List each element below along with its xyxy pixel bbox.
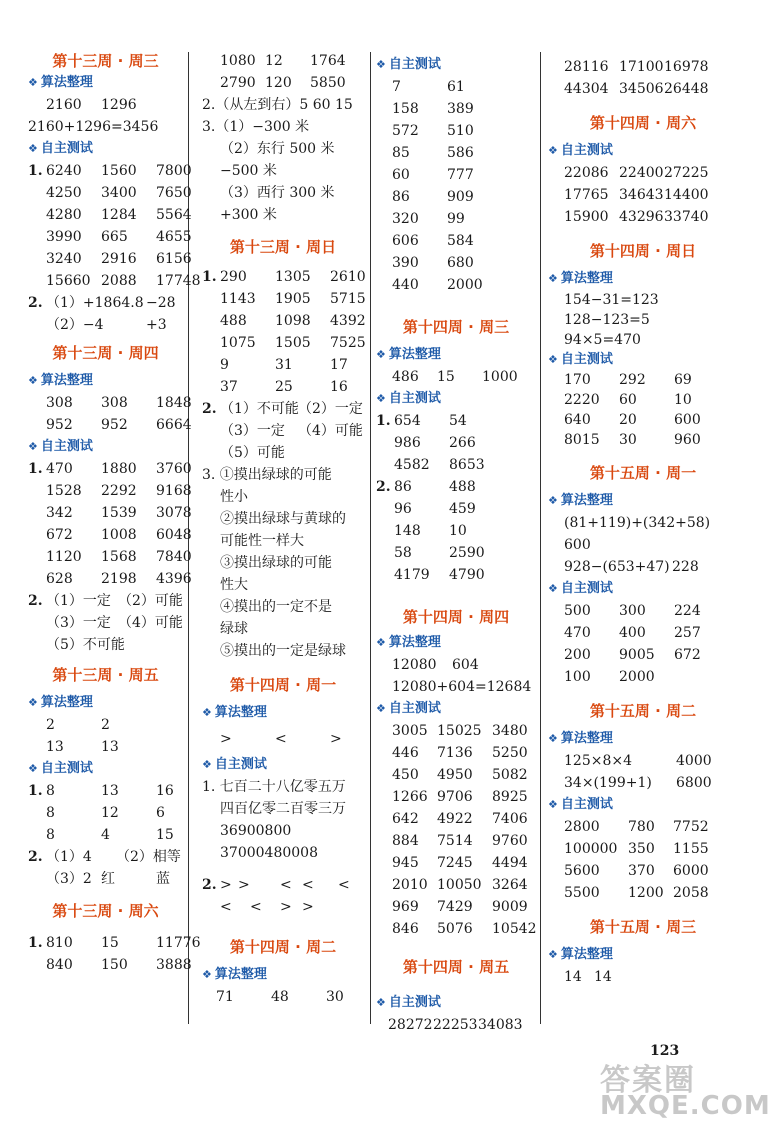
answer-row: 128−123=5 <box>564 312 650 328</box>
answer-row: 672 1008 6048 <box>46 527 192 543</box>
answer-row: ④摸出的一定不是 <box>220 599 332 615</box>
section-heading: 第十三周 · 周三 <box>52 52 159 70</box>
answer-row: 572 510 <box>392 123 474 139</box>
diamond-icon: ❖ <box>28 696 38 709</box>
diamond-icon: ❖ <box>202 706 212 719</box>
answer-row: 86 909 <box>392 189 474 205</box>
answer-row: 28272 22253 34083 <box>388 1017 523 1033</box>
section-label-suanfa: ❖ 算法整理 <box>548 271 613 286</box>
watermark-url: MXQE.COM <box>600 1091 771 1121</box>
answer-row: 342 1539 3078 <box>46 505 192 521</box>
answer-row: 308 308 1848 <box>46 395 192 411</box>
answer-row: 2. > > < < < <box>202 877 350 893</box>
section-heading: 第十三周 · 周六 <box>52 902 159 920</box>
section-label-zizhu: ❖ 自主测试 <box>202 757 267 772</box>
answer-row: 17765 34643 14400 <box>564 187 709 203</box>
answer-row: 3240 2916 6156 <box>46 251 192 267</box>
answer-row: 154−31=123 <box>564 292 659 308</box>
diamond-icon: ❖ <box>376 58 386 71</box>
answer-row: 500 300 224 <box>564 603 701 619</box>
answer-row: 12080 604 <box>392 657 479 673</box>
diamond-icon: ❖ <box>28 76 38 89</box>
answer-row: 8 4 15 <box>46 827 174 843</box>
answer-row: 1. 七百二十八亿零五万 <box>202 779 346 795</box>
section-label-zizhu: ❖ 自主测试 <box>548 143 613 158</box>
answer-row: 642 4922 7406 <box>392 811 528 827</box>
page-number: 123 <box>650 1043 680 1059</box>
answer-row: 2. （1）不可能 （2）一定 <box>202 401 363 417</box>
answer-row: 1. 290 1305 2610 <box>202 269 366 285</box>
answer-row: 488 1098 4392 <box>220 313 366 329</box>
answer-row: 12080+604=12684 <box>392 679 532 695</box>
answer-row: 2 2 <box>46 717 110 733</box>
answer-row: 2790 120 5850 <box>220 75 346 91</box>
answer-row: 1. 8 13 16 <box>28 783 174 799</box>
answer-row: 1. 470 1880 3760 <box>28 461 192 477</box>
section-heading: 第十四周 · 周一 <box>229 676 337 694</box>
answer-row: （3）2 红 蓝 <box>46 871 170 887</box>
answer-row: 1075 1505 7525 <box>220 335 366 351</box>
answer-row: 可能性一样大 <box>220 533 304 549</box>
answer-row: 100 2000 <box>564 669 655 685</box>
section-label-zizhu: ❖ 自主测试 <box>376 57 441 72</box>
diamond-icon: ❖ <box>548 732 558 745</box>
column-divider <box>370 52 371 1024</box>
answer-row: 3990 665 4655 <box>46 229 192 245</box>
answer-row: （3）一定 （4）可能 <box>46 615 183 631</box>
answer-row: −500 米 <box>220 163 277 179</box>
answer-row: ③摸出绿球的可能 <box>220 555 332 571</box>
section-heading: 第十三周 · 周日 <box>229 238 337 256</box>
section-label-suanfa: ❖ 算法整理 <box>202 705 267 720</box>
diamond-icon: ❖ <box>548 582 558 595</box>
answer-row: 2. （1）+1864.8 −28 <box>28 295 176 311</box>
answer-row: 14 14 <box>564 969 612 985</box>
diamond-icon: ❖ <box>376 348 386 361</box>
diamond-icon: ❖ <box>376 392 386 405</box>
section-label-suanfa: ❖ 算法整理 <box>548 947 613 962</box>
section-heading: 第十五周 · 周三 <box>589 918 697 936</box>
answer-row: 性大 <box>220 577 248 593</box>
section-label-zizhu: ❖ 自主测试 <box>376 391 441 406</box>
answer-row: 1266 9706 8925 <box>392 789 528 805</box>
answer-row: 2. 86 488 <box>376 479 476 495</box>
answer-row: 486 15 1000 <box>392 369 518 385</box>
diamond-icon: ❖ <box>202 758 212 771</box>
answer-row: 1. 810 15 11776 <box>28 935 201 951</box>
section-label-suanfa: ❖ 算法整理 <box>548 493 613 508</box>
section-heading: 第十五周 · 周一 <box>589 464 697 482</box>
answer-row: 7 61 <box>392 79 465 95</box>
answer-row: 2800 780 7752 <box>564 819 709 835</box>
answer-row: 470 400 257 <box>564 625 701 641</box>
answer-row: 928−(653+47) 228 <box>564 559 699 575</box>
answer-row: 986 266 <box>394 435 476 451</box>
watermark-logo: 答案圈 <box>600 1063 696 1098</box>
answer-row: 5500 1200 2058 <box>564 885 709 901</box>
answer-row: 96 459 <box>394 501 476 517</box>
answer-row: 4280 1284 5564 <box>46 207 192 223</box>
answer-row: 15660 2088 17748 <box>46 273 201 289</box>
section-label-suanfa: ❖ 算法整理 <box>202 967 267 982</box>
column-2 <box>202 50 364 1008</box>
section-label-zizhu: ❖ 自主测试 <box>548 352 613 367</box>
answer-row: 440 2000 <box>392 277 483 293</box>
section-label-suanfa: ❖ 算法整理 <box>28 75 93 90</box>
column-4 <box>548 50 738 988</box>
diamond-icon: ❖ <box>376 996 386 1009</box>
diamond-icon: ❖ <box>548 144 558 157</box>
answer-row: 2.（从左到右）5 60 15 <box>202 97 353 113</box>
answer-row: 36900800 <box>220 823 292 839</box>
answer-row: 840 150 3888 <box>46 957 192 973</box>
answer-row: 3005 15025 3480 <box>392 723 528 739</box>
answer-row: 44304 34506 26448 <box>564 81 709 97</box>
answer-row: 28116 17100 16978 <box>564 59 709 75</box>
answer-row: 1143 1905 5715 <box>220 291 366 307</box>
answer-row: 2220 60 10 <box>564 392 692 408</box>
answer-row: 8015 30 960 <box>564 432 701 448</box>
section-heading: 第十四周 · 周二 <box>229 938 337 956</box>
column-1 <box>28 50 201 976</box>
answer-row: 628 2198 4396 <box>46 571 192 587</box>
answer-row: 58 2590 <box>394 545 485 561</box>
diamond-icon: ❖ <box>28 374 38 387</box>
answer-row: 390 680 <box>392 255 474 271</box>
answer-row: 2. （1）一定 （2）可能 <box>28 593 183 609</box>
answer-row: 846 5076 10542 <box>392 921 537 937</box>
section-label-zizhu: ❖ 自主测试 <box>376 701 441 716</box>
section-label-suanfa: ❖ 算法整理 <box>548 731 613 746</box>
answer-row: 1120 1568 7840 <box>46 549 192 565</box>
section-heading: 第十四周 · 周三 <box>402 318 510 336</box>
section-heading: 第十三周 · 周四 <box>52 344 159 362</box>
answer-row: 884 7514 9760 <box>392 833 528 849</box>
answer-row: 606 584 <box>392 233 474 249</box>
answer-row: 640 20 600 <box>564 412 701 428</box>
section-heading: 第十四周 · 周五 <box>402 958 510 976</box>
answer-row: 13 13 <box>46 739 119 755</box>
answer-row: 600 <box>564 537 591 553</box>
answer-row: 158 389 <box>392 101 474 117</box>
section-heading: 第十四周 · 周日 <box>589 242 697 260</box>
section-label-zizhu: ❖ 自主测试 <box>548 581 613 596</box>
answer-row: 绿球 <box>220 621 248 637</box>
answer-row: 37 25 16 <box>220 379 348 395</box>
answer-row: 148 10 <box>394 523 467 539</box>
answer-row: 969 7429 9009 <box>392 899 528 915</box>
answer-row: 2010 10050 3264 <box>392 877 528 893</box>
answer-row: （2）−4 +3 <box>46 317 167 333</box>
section-label-suanfa: ❖ 算法整理 <box>376 635 441 650</box>
answer-row: 170 292 69 <box>564 372 692 388</box>
answer-row: （2）东行 500 米 <box>220 141 335 157</box>
section-label-suanfa: ❖ 算法整理 <box>376 347 441 362</box>
answer-row: 2160+1296=3456 <box>28 119 159 135</box>
answer-row: 5600 370 6000 <box>564 863 709 879</box>
section-heading: 第十四周 · 周四 <box>402 608 510 626</box>
column-3 <box>376 50 536 1036</box>
diamond-icon: ❖ <box>28 142 38 155</box>
diamond-icon: ❖ <box>548 353 558 366</box>
answer-row: 4250 3400 7650 <box>46 185 192 201</box>
answer-row: （5）不可能 <box>46 637 125 653</box>
answer-row: 85 586 <box>392 145 474 161</box>
answer-row: 3. ①摸出绿球的可能 <box>202 467 332 483</box>
answer-row: 9 31 17 <box>220 357 348 373</box>
section-heading: 第十四周 · 周六 <box>589 114 697 132</box>
section-label-zizhu: ❖ 自主测试 <box>548 797 613 812</box>
answer-row: 1528 2292 9168 <box>46 483 192 499</box>
answer-row: (81+119)+(342+58) <box>564 515 711 531</box>
answer-row: 446 7136 5250 <box>392 745 528 761</box>
diamond-icon: ❖ <box>202 968 212 981</box>
answer-row: 125×8×4 4000 <box>564 753 712 769</box>
section-label-zizhu: ❖ 自主测试 <box>28 141 93 156</box>
answer-row: 450 4950 5082 <box>392 767 528 783</box>
answer-row: （3）西行 300 米 <box>220 185 335 201</box>
answer-row: > < > <box>220 731 342 747</box>
watermark <box>600 1055 771 1121</box>
diamond-icon: ❖ <box>376 702 386 715</box>
answer-row: （3）一定 （4）可能 <box>220 423 363 439</box>
diamond-icon: ❖ <box>548 948 558 961</box>
section-label-suanfa: ❖ 算法整理 <box>28 373 93 388</box>
answer-row: 1. 654 54 <box>376 413 467 429</box>
answer-row: 60 777 <box>392 167 474 183</box>
answer-row: 1. 6240 1560 7800 <box>28 163 192 179</box>
section-label-suanfa: ❖ 算法整理 <box>28 695 93 710</box>
answer-row: （5）可能 <box>220 445 285 461</box>
answer-row: 2. （1）4 （2）相等 <box>28 849 181 865</box>
answer-row: 8 12 6 <box>46 805 165 821</box>
section-heading: 第十五周 · 周二 <box>589 702 697 720</box>
answer-row: 15900 43296 33740 <box>564 209 709 225</box>
answer-row: 4179 4790 <box>394 567 485 583</box>
section-label-zizhu: ❖ 自主测试 <box>28 761 93 776</box>
section-heading: 第十三周 · 周五 <box>52 666 159 684</box>
answer-row: 2160 1296 <box>46 97 137 113</box>
answer-row: 94×5=470 <box>564 332 641 348</box>
answer-row: 945 7245 4494 <box>392 855 528 871</box>
answer-row: 四百亿零二百零三万 <box>220 801 346 817</box>
diamond-icon: ❖ <box>28 440 38 453</box>
answer-row: 100000 350 1155 <box>564 841 709 857</box>
answer-row: ②摸出绿球与黄球的 <box>220 511 346 527</box>
answer-row: 37000480008 <box>220 845 318 861</box>
diamond-icon: ❖ <box>28 762 38 775</box>
answer-row: 200 9005 672 <box>564 647 701 663</box>
answer-row: +300 米 <box>220 207 277 223</box>
answer-row: 34×(199+1) 6800 <box>564 775 712 791</box>
answer-row: 3.（1）−300 米 <box>202 119 310 135</box>
answer-row: ⑤摸出的一定是绿球 <box>220 643 346 659</box>
section-label-zizhu: ❖ 自主测试 <box>28 439 93 454</box>
answer-row: 22086 22400 27225 <box>564 165 709 181</box>
answer-row: < < > > <box>220 899 314 915</box>
answer-row: 952 952 6664 <box>46 417 192 433</box>
answer-row: 4582 8653 <box>394 457 485 473</box>
section-label-zizhu: ❖ 自主测试 <box>376 995 441 1010</box>
answer-row: 320 99 <box>392 211 465 227</box>
diamond-icon: ❖ <box>548 272 558 285</box>
answer-row: 性小 <box>220 489 248 505</box>
diamond-icon: ❖ <box>376 636 386 649</box>
answer-row: 1080 12 1764 <box>220 53 346 69</box>
answer-row: 71 48 30 <box>216 989 344 1005</box>
diamond-icon: ❖ <box>548 494 558 507</box>
diamond-icon: ❖ <box>548 798 558 811</box>
